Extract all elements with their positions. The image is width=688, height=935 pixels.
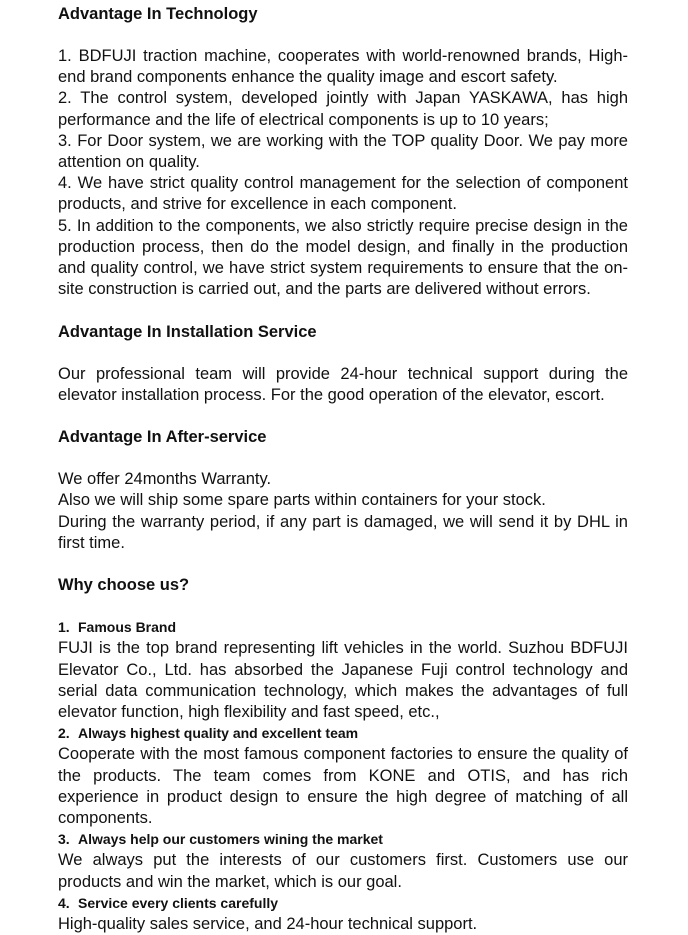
section-heading-technology: Advantage In Technology — [58, 5, 258, 23]
after-service-line: During the warranty period, if any part is damaged, we will send it by DHL in first time. — [58, 512, 628, 552]
reason-text: FUJI is the top brand representing lift vehicles in the world. Suzhou BDFUJI Elevator Co., Ltd. has absorbed the Japanese Fuji control technology and serial data communication technology, which makes the advantages of full elevator function, high flexibility and fast speed, etc., — [58, 639, 628, 722]
installation-text: Our professional team will provide 24-hour technical support during the elevator installation process. For the good operation of the elevator, escort. — [58, 364, 628, 404]
reason-title — [58, 893, 628, 914]
after-service-line: We offer 24months Warranty. — [58, 470, 272, 489]
reason-text: High-quality sales service, and 24-hour technical support. — [58, 915, 478, 934]
reason-number: 3. — [58, 831, 70, 848]
section-heading-after-service: Advantage In After-service — [58, 428, 267, 447]
section-heading-why: Why choose us? — [58, 576, 190, 595]
reason-item — [58, 723, 628, 829]
section-technology — [58, 4, 628, 300]
reason-item — [58, 893, 628, 935]
reason-title-text: Famous Brand — [78, 619, 177, 636]
technology-item: 1. BDFUJI traction machine, cooperates with world-renowned brands, High-end brand components enhance the quality image and escort safety. — [58, 47, 628, 87]
reason-title-text: Always highest quality and excellent team — [78, 725, 359, 742]
reason-title — [58, 829, 628, 850]
reason-title — [58, 723, 628, 744]
after-service-line: Also we will ship some spare parts within containers for your stock. — [58, 491, 546, 510]
reason-title-text: Service every clients carefully — [78, 894, 279, 911]
technology-item: 3. For Door system, we are working with the TOP quality Door. We pay more attention on quality. — [58, 131, 628, 172]
section-after-service — [58, 427, 628, 554]
reason-text: We always put the interests of our customers first. Customers use our products and win the market, which is our goal. — [58, 851, 628, 891]
reason-title-text: Always help our customers wining the market — [78, 831, 383, 848]
reason-number: 1. — [58, 619, 70, 636]
technology-item: 5. In addition to the components, we also strictly require precise design in the production process, then do the model design, and finally in the production and quality control, we have strict system requirements to ensure that the on-site construction is carried out, and the parts are delivered without errors. — [58, 216, 628, 299]
reason-number: 4. — [58, 894, 70, 911]
reason-item — [58, 617, 628, 723]
section-why-choose-us — [58, 575, 628, 935]
reason-item — [58, 829, 628, 893]
section-installation — [58, 322, 628, 406]
reason-text: Cooperate with the most famous component factories to ensure the quality of the products. The team comes from KONE and OTIS, and has rich experience in product design to ensure the high degree of matching of all components. — [58, 745, 628, 828]
section-heading-installation: Advantage In Installation Service — [58, 322, 317, 341]
technology-item: 2. The control system, developed jointly with Japan YASKAWA, has high performance and the life of electrical components is up to 10 years; — [58, 89, 628, 129]
reason-title — [58, 617, 628, 638]
reason-number: 2. — [58, 725, 70, 742]
technology-item: 4. We have strict quality control management for the selection of component products, and strive for excellence in each component. — [58, 174, 628, 214]
